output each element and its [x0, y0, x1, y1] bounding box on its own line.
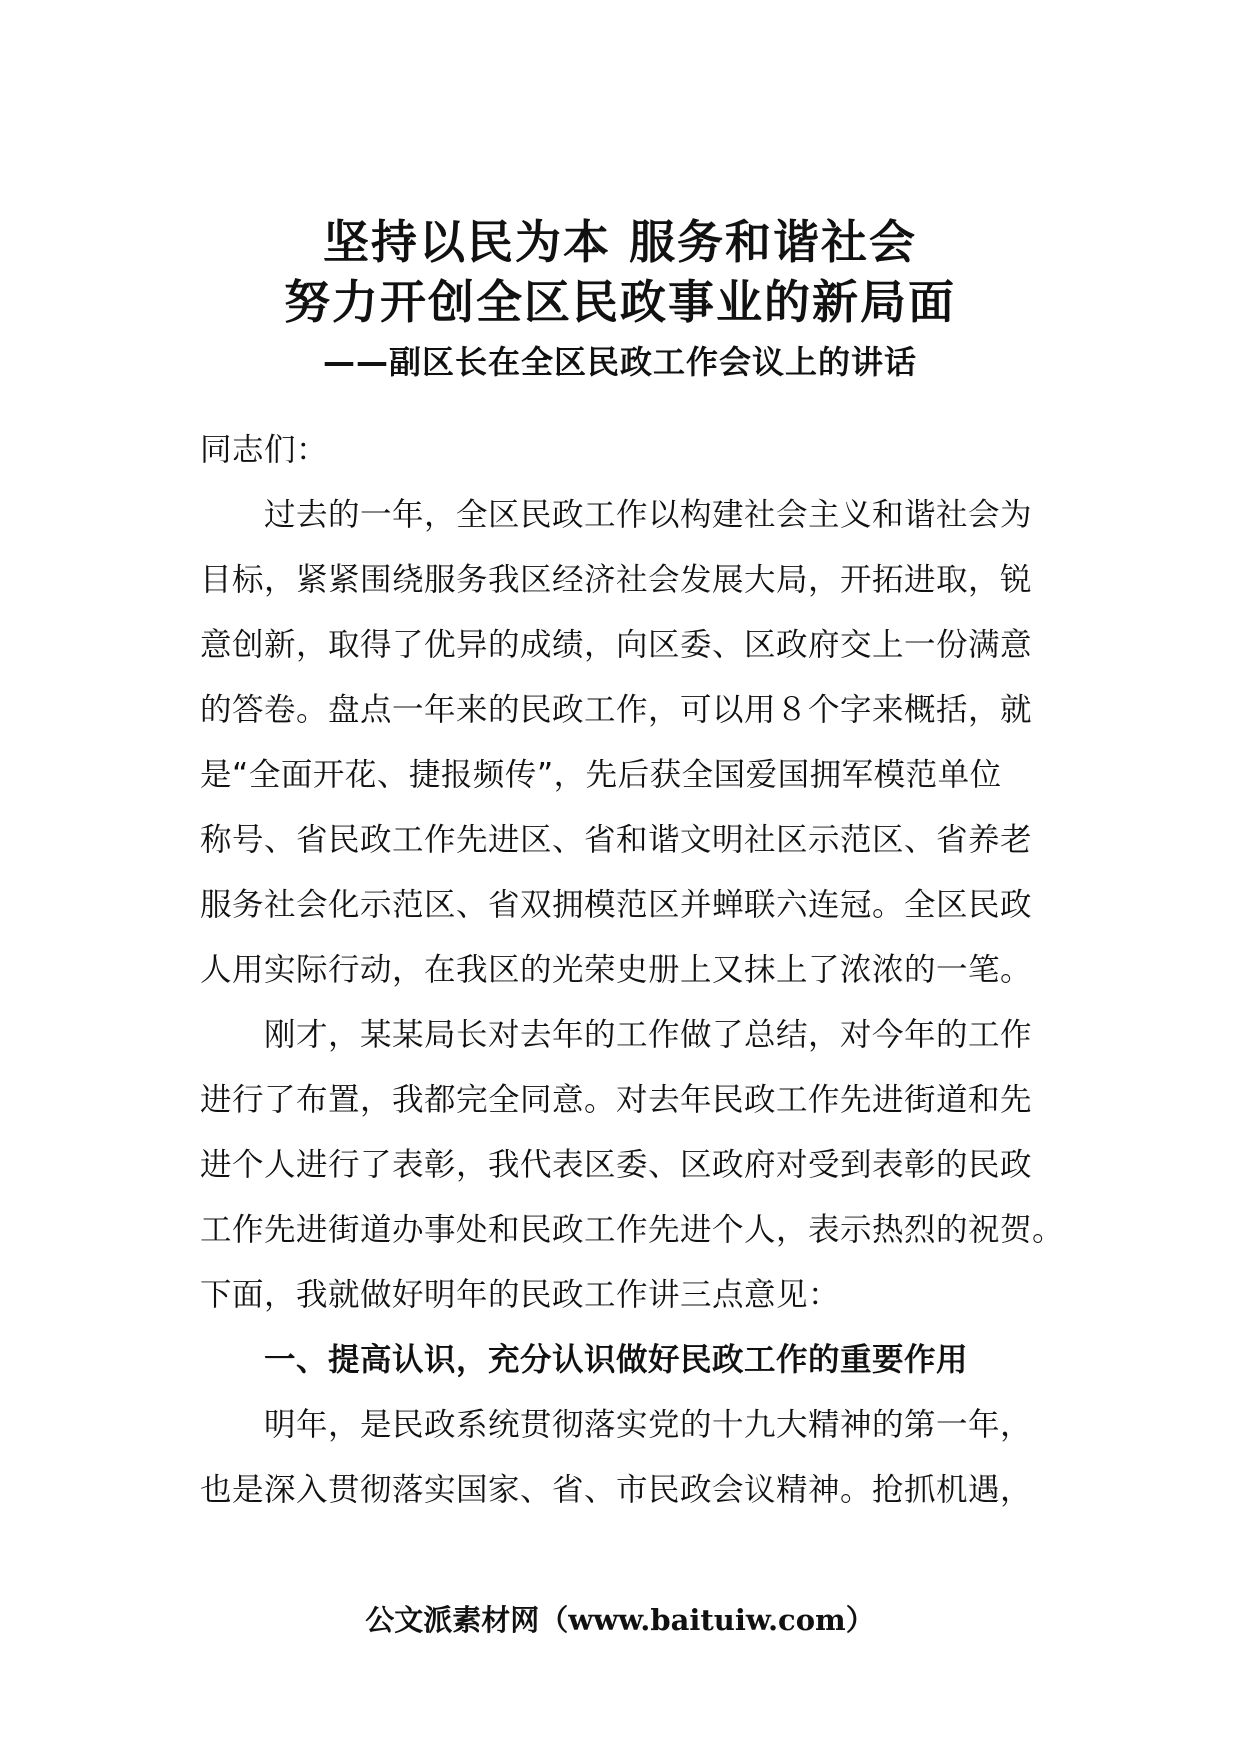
footer-watermark-text: 公文派素材网（www.baituiw.com） [365, 1603, 875, 1637]
section-heading-1: 一、提高认识，充分认识做好民政工作的重要作用 [264, 1342, 969, 1378]
paragraph-2-line-4: 工作先进街道办事处和民政工作先进个人，表示热烈的祝贺。 [200, 1212, 1065, 1248]
paragraph-2-line-5: 下面，我就做好明年的民政工作讲三点意见： [200, 1277, 841, 1313]
paragraph-1-line-1: 过去的一年，全区民政工作以构建社会主义和谐社会为 [264, 497, 1033, 533]
document-body [200, 418, 1070, 1523]
paragraph-3-line-2: 也是深入贯彻落实国家、省、市民政会议精神。抢抓机遇， [200, 1472, 1033, 1508]
paragraph-2-line-1: 刚才，某某局长对去年的工作做了总结，对今年的工作 [264, 1017, 1033, 1053]
paragraph-1-line-5: 是“全面开花、捷报频传”，先后获全国爱国拥军模范单位 [200, 757, 1002, 793]
document-title-line-1: 坚持以民为本 服务和谐社会 [322, 215, 917, 269]
salutation: 同志们： [200, 432, 329, 468]
document-subtitle: ——副区长在全区民政工作会议上的讲话 [322, 343, 917, 381]
paragraph-1-line-7: 服务社会化示范区、省双拥模范区并蝉联六连冠。全区民政 [200, 887, 1033, 923]
paragraph-1-line-6: 称号、省民政工作先进区、省和谐文明社区示范区、省养老 [200, 822, 1033, 858]
document-title-line-2: 努力开创全区民政事业的新局面 [284, 275, 956, 329]
paragraph-1-line-8: 人用实际行动，在我区的光荣史册上又抹上了浓浓的一笔。 [200, 952, 1033, 988]
paragraph-2-line-3: 进个人进行了表彰，我代表区委、区政府对受到表彰的民政 [200, 1147, 1033, 1183]
paragraph-1-line-3: 意创新，取得了优异的成绩，向区委、区政府交上一份满意 [200, 627, 1033, 663]
document-header [0, 212, 1240, 384]
paragraph-3-line-1: 明年，是民政系统贯彻落实党的十九大精神的第一年， [264, 1407, 1033, 1443]
paragraph-1-line-4: 的答卷。盘点一年来的民政工作，可以用８个字来概括，就 [200, 692, 1033, 728]
paragraph-2-line-2: 进行了布置，我都完全同意。对去年民政工作先进街道和先 [200, 1082, 1033, 1118]
paragraph-1-line-2: 目标，紧紧围绕服务我区经济社会发展大局，开拓进取，锐 [200, 562, 1033, 598]
